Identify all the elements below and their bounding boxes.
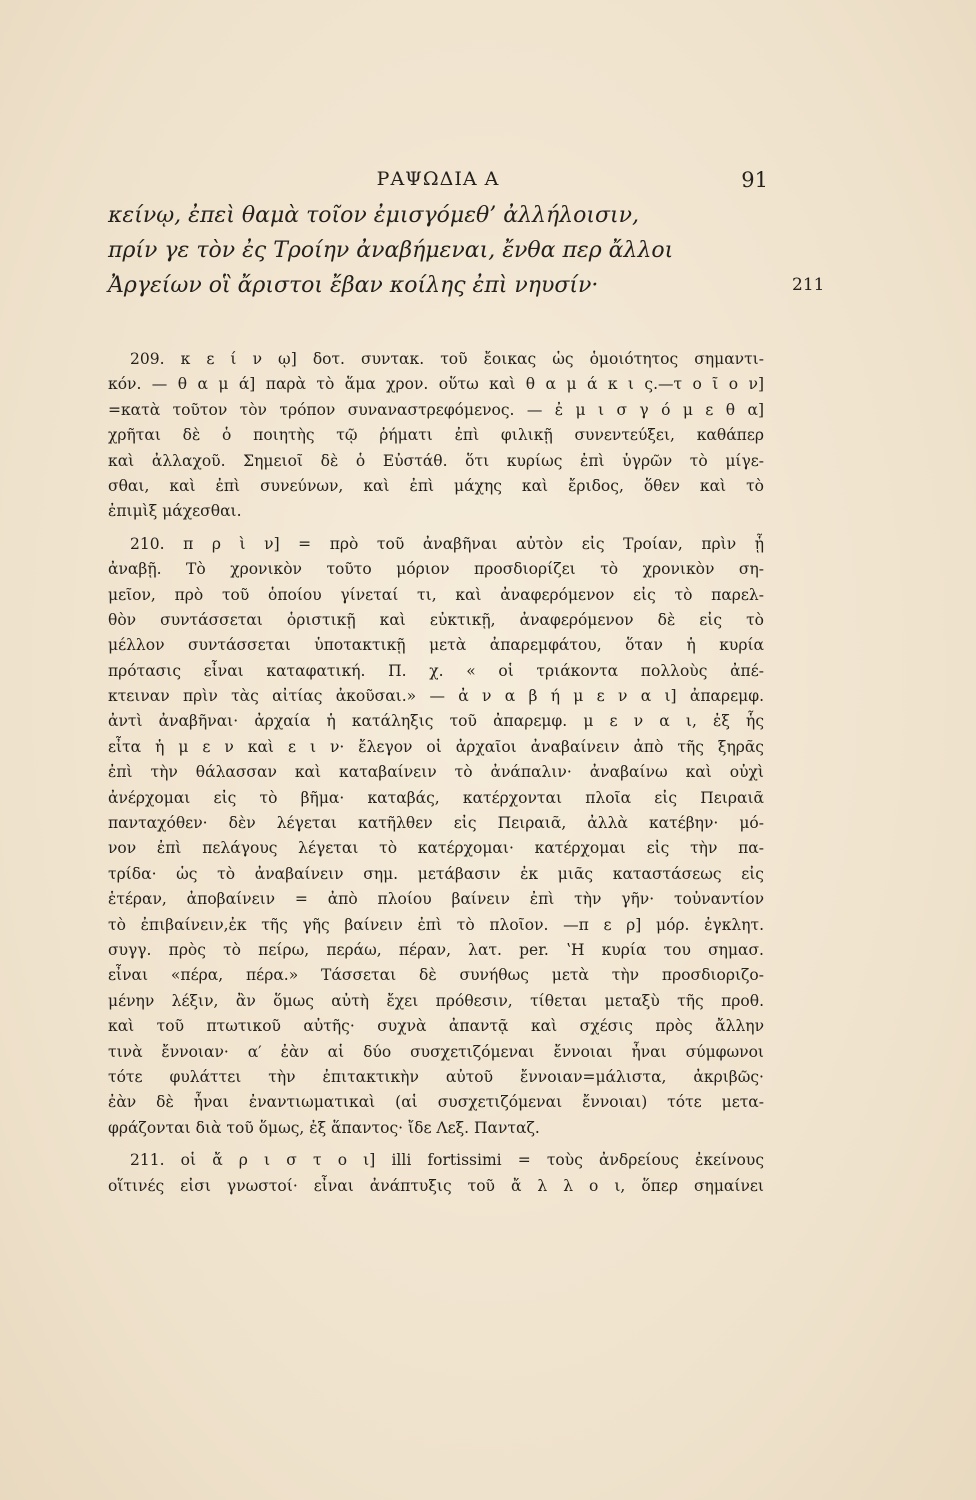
commentary-line: συγγ. πρὸς τὸ πείρω, περάω, πέραν, λατ. per. ʽΗ κυρία του σημασ. [108,940,764,959]
commentary-line: 209. κ ε ί ν ῳ] δοτ. συντακ. τοῦ ἔοικας ὡς ὁμοιότητος σημαντι- [130,350,764,368]
commentary-line: τὸ ἐπιβαίνειν,ἐκ τῆς γῆς βαίνειν ἐπὶ τὸ πλοῖον. —π ε ρ] μόρ. ἐγκλητ. [108,915,764,934]
commentary-line: 210. π ρ ὶ ν] = πρὸ τοῦ ἀναβῆναι αὐτὸν εἰς Τροίαν, πρὶν ᾗ [130,534,764,553]
verse-text: κείνῳ, ἐπεὶ θαμὰ τοῖον ἐμισγόμεθ’ ἀλλήλοισιν, [108,203,639,228]
commentary-line: κτειναν πρὶν τὰς αἰτίας ἀκοῦσαι.» — ἀ ν α β ή μ ε ν α ι] ἀπαρεμφ. [108,687,764,706]
commentary-line: εἶτα ἡ μ ε ν καὶ ε ι ν· ἔλεγον οἱ ἀρχαῖοι ἀναβαίνειν ἀπὸ τῆς ξηρᾶς [108,737,764,756]
commentary-line: κόν. — θ α μ ά] παρὰ τὸ ἅμα χρον. οὕτω καὶ θ α μ ά κ ι ς.—τ ο ῖ ο ν] [108,375,764,394]
commentary-line: 211. οἱ ἄ ρ ι σ τ ο ι] illi fortissimi = τοὺς ἀνδρείους ἐκείνους [130,1151,764,1170]
verse-number: 211 [792,275,825,295]
note-209 [108,347,764,525]
commentary-line: χρῆται δὲ ὁ ποιητὴς τῷ ῥήματι ἐπὶ φιλικῇ συνεντεύξει, καθάπερ [108,426,764,445]
commentary-line: μέλλον συντάσσεται ὑποτακτικῇ μετὰ ἀπαρεμφάτου, ὅταν ἡ κυρία [108,636,764,655]
commentary-line: ἐὰν δὲ ἦναι ἐναντιωματικαὶ (αἱ συσχετιζόμεναι ἔννοιαι) τότε μετα- [108,1093,764,1112]
page-number: 91 [741,168,768,192]
verse-line [108,268,825,303]
commentary-line: ἐπιμὶξ μάχεσθαι. [108,502,242,521]
commentary-line: =κατὰ τοῦτον τὸν τρόπον συναναστρεφόμενος. — ἐ μ ι σ γ ό μ ε θ α] [108,400,764,419]
commentary-line: μεῖον, πρὸ τοῦ ὁποίου γίνεταί τι, καὶ ἀναφερόμενον εἰς τὸ παρελ- [108,585,764,604]
commentary-line: ἀνέρχομαι εἰς τὸ βῆμα· καταβάς, κατέρχονται πλοῖα εἰς Πειραιᾶ [108,788,764,807]
commentary-line: τινὰ ἔννοιαν· α′ ἐὰν αἱ δύο συσχετιζόμεναι ἔννοιαι ἦναι σύμφωνοι [108,1042,764,1061]
commentary-line: καὶ ἀλλαχοῦ. Σημειοῖ δὲ ὁ Εὐστάθ. ὅτι κυρίως ἐπὶ ὑγρῶν τὸ μίγε- [108,451,764,470]
commentary-line: εἶναι «πέρα, πέρα.» Τάσσεται δὲ συνήθως μετὰ τὴν προσδιοριζο- [108,966,764,985]
commentary-line: μένην λέξιν, ἂν ὅμως αὐτὴ ἔχει πρόθεσιν, τίθεται μεταξὺ τῆς προθ. [108,991,764,1010]
verse-text: πρίν γε τὸν ἐς Τροίην ἀναβήμεναι, ἔνθα περ ἄλλοι [108,238,674,263]
verse-block [108,198,825,303]
commentary-line: φράζονται διὰ τοῦ ὅμως, ἐξ ἅπαντος· ἴδε Λεξ. Πανταζ. [108,1118,540,1137]
commentary-line: ἀντὶ ἀναβῆναι· ἀρχαία ἡ κατάληξις τοῦ ἀπαρεμφ. μ ε ν α ι, ἐξ ἧς [108,712,764,731]
commentary-line: καὶ τοῦ πτωτικοῦ αὐτῆς· συχνὰ ἀπαντᾷ καὶ σχέσις πρὸς ἄλλην [108,1017,764,1036]
verse-line [108,198,784,233]
running-head: ΡΑΨΩΔΙΑ Α [376,168,500,190]
verse-line [108,233,784,268]
commentary-line: θὸν συντάσσεται ὁριστικῇ καὶ εὐκτικῇ, ἀναφερόμενον δὲ εἰς τὸ [108,610,764,629]
commentary-line: οἵτινές εἰσι γνωστοί· εἶναι ἀνάπτυξις τοῦ ἄ λ λ ο ι, ὅπερ σημαίνει [108,1176,764,1195]
commentary-line: πανταχόθεν· δὲν λέγεται κατῆλθεν εἰς Πειραιᾶ, ἀλλὰ κατέβην· μό- [108,814,764,833]
commentary-line: ἐπὶ τὴν θάλασσαν καὶ καταβαίνειν τὸ ἀνάπαλιν· ἀναβαίνω καὶ οὐχὶ [108,763,764,782]
commentary-line: σθαι, καὶ ἐπὶ συνεύνων, καὶ ἐπὶ μάχης καὶ ἔριδος, ὅθεν καὶ τὸ [108,476,764,495]
commentary-line: νον ἐπὶ πελάγους λέγεται τὸ κατέρχομαι· κατέρχομαι εἰς τὴν πα- [108,839,764,858]
commentary-line: ἑτέραν, ἀποβαίνειν = ἀπὸ πλοίου βαίνειν ἐπὶ τὴν γῆν· τοὐναντίον [108,890,764,909]
note-210 [108,532,764,1141]
verse-text: Ἀργείων οἳ ἄριστοι ἔβαν κοίλης ἐπὶ νηυσίν· [108,273,599,298]
commentary-line: τρίδα· ὡς τὸ ἀναβαίνειν σημ. μετάβασιν ἐκ μιᾶς καταστάσεως εἰς [108,864,764,883]
commentary [108,347,764,1199]
commentary-line: τότε φυλάττει τὴν ἐπιτακτικὴν αὐτοῦ ἔννοιαν=μάλιστα, ἀκριβῶς· [108,1067,764,1086]
commentary-line: πρότασις εἶναι καταφατική. Π. χ. « οἱ τριάκοντα πολλοὺς ἀπέ- [108,661,764,680]
commentary-line: ἀναβῇ. Τὸ χρονικὸν τοῦτο μόριον προσδιορίζει τὸ χρονικὸν ση- [108,560,764,579]
page-header [108,168,768,198]
note-211 [108,1148,764,1199]
